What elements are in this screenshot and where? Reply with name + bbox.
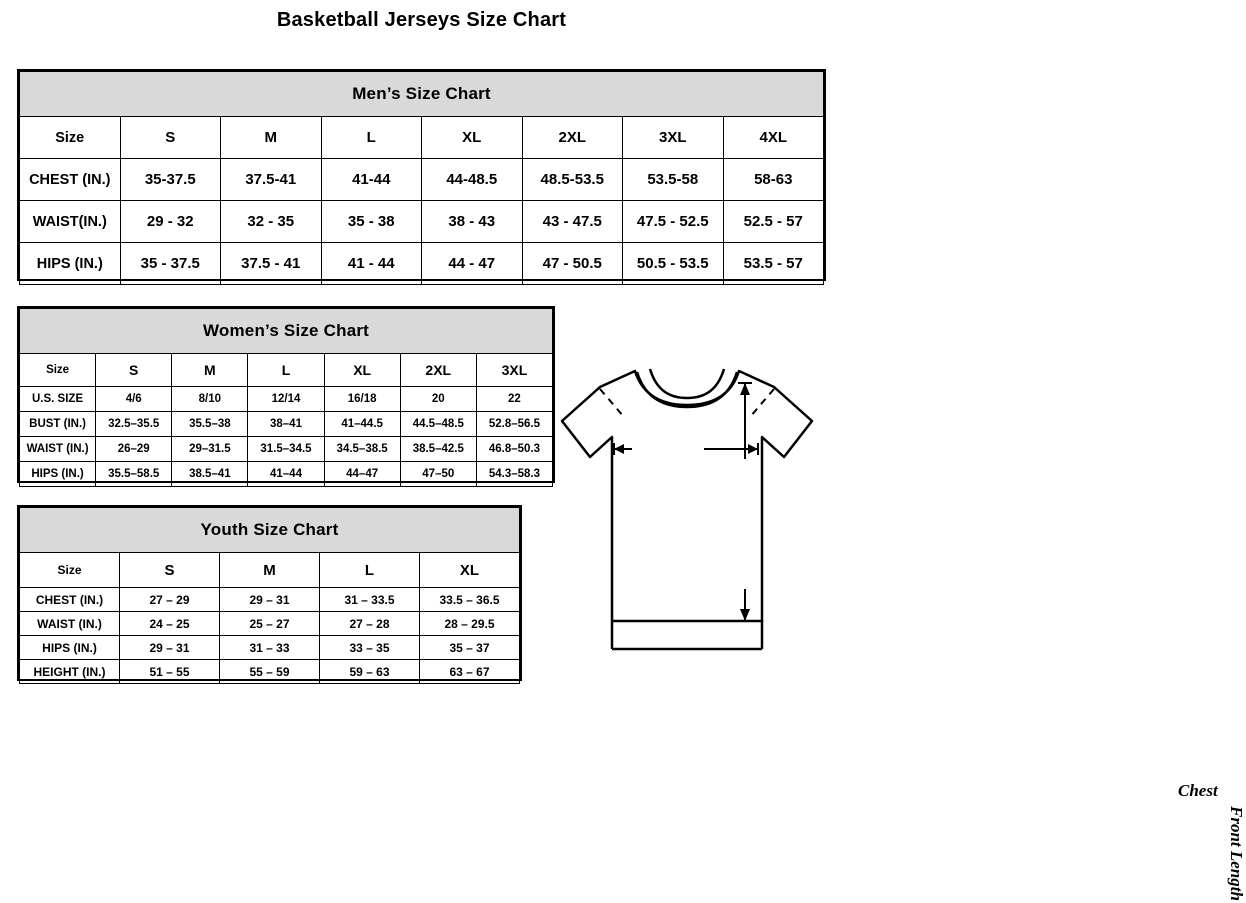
table-row bbox=[20, 636, 520, 660]
column-header: XL bbox=[420, 553, 520, 588]
table-cell: 38.5–41 bbox=[172, 462, 248, 487]
table-cell: 26–29 bbox=[96, 437, 172, 462]
table-cell: 38–41 bbox=[248, 412, 324, 437]
mens-chart-caption: Men’s Size Chart bbox=[20, 72, 824, 117]
page-title: Basketball Jerseys Size Chart bbox=[276, 9, 567, 31]
table-cell: 16/18 bbox=[324, 387, 400, 412]
row-label: WAIST (IN.) bbox=[20, 437, 96, 462]
column-header: L bbox=[321, 117, 422, 159]
row-label: HIPS (IN.) bbox=[20, 462, 96, 487]
table-cell: 27 – 28 bbox=[320, 612, 420, 636]
table-cell: 29 – 31 bbox=[120, 636, 220, 660]
column-header: S bbox=[96, 354, 172, 387]
table-cell: 33 – 35 bbox=[320, 636, 420, 660]
table-cell: 41 - 44 bbox=[321, 243, 422, 285]
table-cell: 29 - 32 bbox=[120, 201, 221, 243]
table-row bbox=[20, 462, 553, 487]
table-row bbox=[20, 243, 824, 285]
table-row bbox=[20, 387, 553, 412]
table-row bbox=[20, 588, 520, 612]
table-row bbox=[20, 612, 520, 636]
table-row bbox=[20, 159, 824, 201]
table-cell: 31 – 33.5 bbox=[320, 588, 420, 612]
row-label: CHEST (IN.) bbox=[20, 588, 120, 612]
table-cell: 63 – 67 bbox=[420, 660, 520, 684]
table-cell: 24 – 25 bbox=[120, 612, 220, 636]
row-label: HIPS (IN.) bbox=[20, 243, 121, 285]
row-label: WAIST(IN.) bbox=[20, 201, 121, 243]
chest-measure-label: Chest bbox=[1178, 781, 1218, 800]
row-label: CHEST (IN.) bbox=[20, 159, 121, 201]
table-cell: 35 - 37.5 bbox=[120, 243, 221, 285]
table-cell: 44-48.5 bbox=[422, 159, 523, 201]
table-cell: 35-37.5 bbox=[120, 159, 221, 201]
table-cell: 8/10 bbox=[172, 387, 248, 412]
table-cell: 44–47 bbox=[324, 462, 400, 487]
table-cell: 59 – 63 bbox=[320, 660, 420, 684]
table-cell: 32 - 35 bbox=[221, 201, 322, 243]
table-cell: 47–50 bbox=[400, 462, 476, 487]
table-cell: 22 bbox=[476, 387, 552, 412]
table-cell: 4/6 bbox=[96, 387, 172, 412]
table-cell: 53.5-58 bbox=[623, 159, 724, 201]
column-header: S bbox=[120, 117, 221, 159]
column-header: Size bbox=[20, 354, 96, 387]
table-cell: 28 – 29.5 bbox=[420, 612, 520, 636]
table-row bbox=[20, 437, 553, 462]
table-cell: 53.5 - 57 bbox=[723, 243, 824, 285]
table-cell: 51 – 55 bbox=[120, 660, 220, 684]
table-cell: 41-44 bbox=[321, 159, 422, 201]
table-cell: 20 bbox=[400, 387, 476, 412]
table-cell: 41–44.5 bbox=[324, 412, 400, 437]
table-cell: 52.8–56.5 bbox=[476, 412, 552, 437]
table-cell: 35.5–38 bbox=[172, 412, 248, 437]
table-cell: 33.5 – 36.5 bbox=[420, 588, 520, 612]
table-row bbox=[20, 201, 824, 243]
row-label: HIPS (IN.) bbox=[20, 636, 120, 660]
column-header: 3XL bbox=[476, 354, 552, 387]
table-cell: 35 – 37 bbox=[420, 636, 520, 660]
row-label: WAIST (IN.) bbox=[20, 612, 120, 636]
row-label: HEIGHT (IN.) bbox=[20, 660, 120, 684]
column-header: L bbox=[248, 354, 324, 387]
table-cell: 47 - 50.5 bbox=[522, 243, 623, 285]
table-cell: 50.5 - 53.5 bbox=[623, 243, 724, 285]
column-header: XL bbox=[422, 117, 523, 159]
column-header: XL bbox=[324, 354, 400, 387]
table-cell: 34.5–38.5 bbox=[324, 437, 400, 462]
womens-chart-caption: Women’s Size Chart bbox=[20, 309, 553, 354]
table-cell: 31.5–34.5 bbox=[248, 437, 324, 462]
table-cell: 25 – 27 bbox=[220, 612, 320, 636]
column-header: S bbox=[120, 553, 220, 588]
table-cell: 37.5 - 41 bbox=[221, 243, 322, 285]
front-length-measure-label: Front Length bbox=[1227, 806, 1246, 901]
table-row bbox=[20, 412, 553, 437]
column-header: 4XL bbox=[723, 117, 824, 159]
table-cell: 32.5–35.5 bbox=[96, 412, 172, 437]
table-cell: 12/14 bbox=[248, 387, 324, 412]
table-cell: 46.8–50.3 bbox=[476, 437, 552, 462]
mens-size-table bbox=[19, 71, 824, 285]
youth-size-table bbox=[19, 507, 520, 684]
table-cell: 43 - 47.5 bbox=[522, 201, 623, 243]
column-header: Size bbox=[20, 553, 120, 588]
table-cell: 31 – 33 bbox=[220, 636, 320, 660]
table-cell: 38.5–42.5 bbox=[400, 437, 476, 462]
table-cell: 41–44 bbox=[248, 462, 324, 487]
table-cell: 29–31.5 bbox=[172, 437, 248, 462]
womens-size-table bbox=[19, 308, 553, 487]
table-cell: 54.3–58.3 bbox=[476, 462, 552, 487]
table-cell: 55 – 59 bbox=[220, 660, 320, 684]
column-header: 3XL bbox=[623, 117, 724, 159]
table-cell: 47.5 - 52.5 bbox=[623, 201, 724, 243]
table-cell: 52.5 - 57 bbox=[723, 201, 824, 243]
column-header: M bbox=[221, 117, 322, 159]
row-label: BUST (IN.) bbox=[20, 412, 96, 437]
youth-chart-caption: Youth Size Chart bbox=[20, 508, 520, 553]
column-header: M bbox=[172, 354, 248, 387]
womens-size-chart bbox=[17, 306, 555, 483]
column-header: L bbox=[320, 553, 420, 588]
table-cell: 38 - 43 bbox=[422, 201, 523, 243]
table-cell: 48.5-53.5 bbox=[522, 159, 623, 201]
table-cell: 58-63 bbox=[723, 159, 824, 201]
column-header: 2XL bbox=[522, 117, 623, 159]
table-cell: 37.5-41 bbox=[221, 159, 322, 201]
row-label: U.S. SIZE bbox=[20, 387, 96, 412]
table-cell: 35 - 38 bbox=[321, 201, 422, 243]
column-header: Size bbox=[20, 117, 121, 159]
column-header: 2XL bbox=[400, 354, 476, 387]
column-header: M bbox=[220, 553, 320, 588]
table-cell: 44 - 47 bbox=[422, 243, 523, 285]
mens-size-chart bbox=[17, 69, 826, 281]
table-cell: 27 – 29 bbox=[120, 588, 220, 612]
table-cell: 29 – 31 bbox=[220, 588, 320, 612]
youth-size-chart bbox=[17, 505, 522, 681]
table-cell: 35.5–58.5 bbox=[96, 462, 172, 487]
table-row bbox=[20, 660, 520, 684]
table-cell: 44.5–48.5 bbox=[400, 412, 476, 437]
jersey-outline-icon bbox=[540, 349, 835, 679]
jersey-diagram bbox=[540, 349, 1246, 901]
